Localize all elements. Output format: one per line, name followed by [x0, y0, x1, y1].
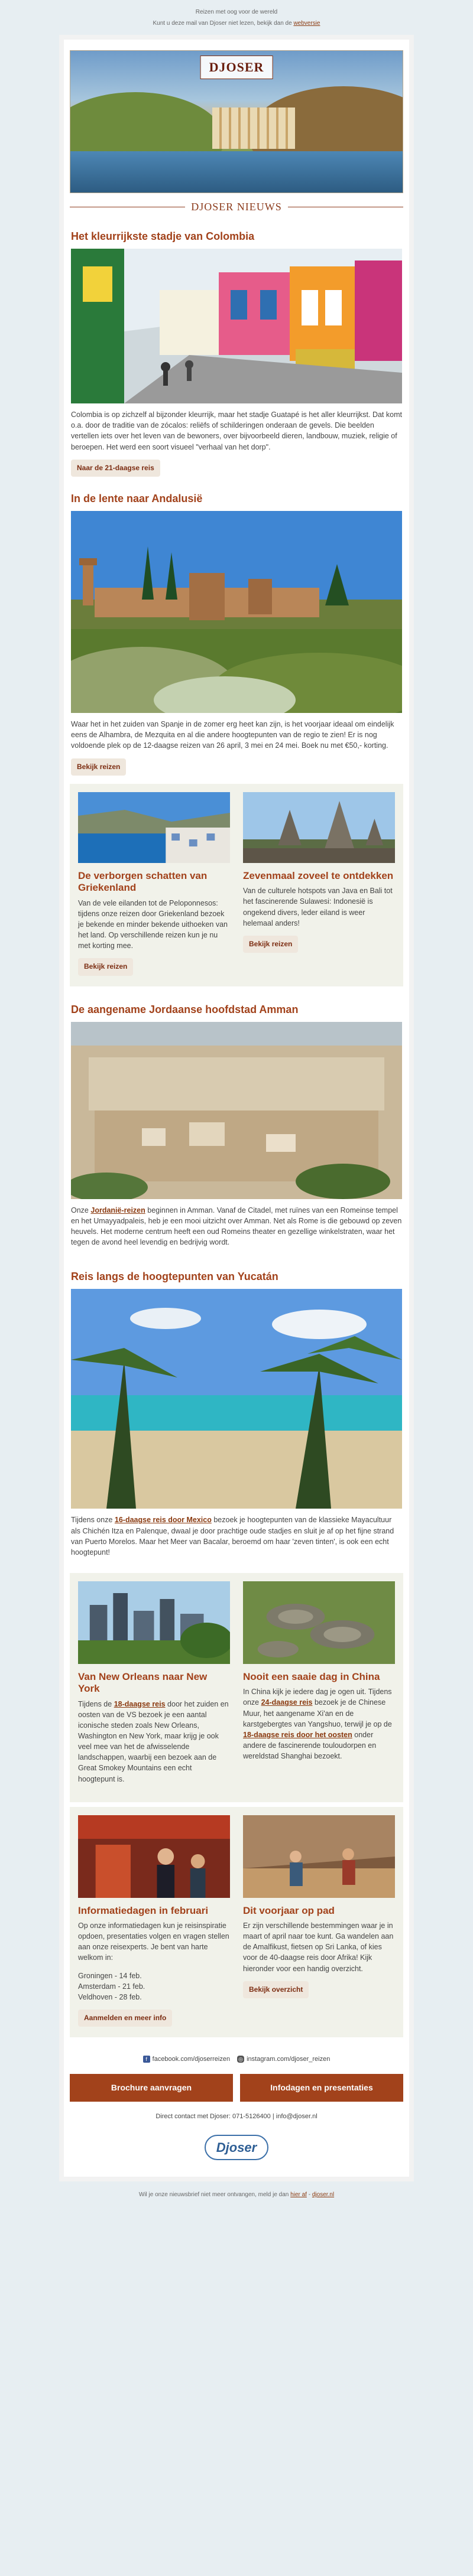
instagram-link[interactable]: ◎ instagram.com/djoser_reizen — [237, 2055, 330, 2064]
column-text: Op onze informatiedagen kun je reisinspiratie opdoen, presentaties volgen en vragen stellen aan onze reisexperts. Je bent van harte welkom in: — [78, 1922, 229, 1962]
column-text: Van de vele eilanden tot de Peloponnesos: tijdens onze reizen door Griekenland bezoek je bekende en minder bekende uithoeken van het land. Op verschillende reizen kun je nu met korting mee. — [78, 898, 228, 950]
article-text: Waar het in het zuiden van Spanje in de zomer erg heet kan zijn, is het voorjaar ideaal om eindelijk eens de Alhambra, de Mezquita en al die andere hoogtepunten van de regio te zien! Er is nog voldoende plek op de 12-daagse reizen van 26 april, 3 mei en 24 mei. Boek nu met €50,- korting. — [71, 720, 394, 750]
pair-info-spring — [70, 1807, 403, 2038]
unsubscribe-link[interactable]: hier af — [290, 2191, 307, 2199]
china-east-trip-link[interactable]: 18-daagse reis door het oosten — [243, 1730, 352, 1739]
yucatan-beach-photo — [71, 1289, 402, 1509]
borobudur-photo — [243, 792, 395, 863]
infoday-date: Groningen - 14 feb. — [78, 1971, 142, 1980]
instagram-icon: ◎ — [237, 2056, 244, 2063]
header-collage — [70, 50, 403, 193]
djoser-logo[interactable]: DJOSER — [200, 56, 273, 79]
article-yucatan — [70, 1258, 403, 1568]
article-title: Reis langs de hoogtepunten van Yucatán — [71, 1271, 278, 1283]
cta-row — [70, 2074, 403, 2101]
column-title: Zevenmaal zoveel te ontdekken — [243, 869, 394, 881]
spring-hike-photo — [243, 1815, 395, 1898]
webversion-note — [0, 17, 473, 35]
column-title: Van New Orleans naar New York — [78, 1670, 208, 1695]
webversion-link[interactable]: webversie — [293, 19, 320, 27]
contact-line: Direct contact met Djoser: 071-5126400 | info@djoser.nl — [155, 2112, 318, 2120]
article-title: Het kleurrijkste stadje van Colombia — [71, 230, 255, 243]
article-colombia — [70, 218, 403, 480]
newsletter — [59, 35, 414, 2181]
facebook-icon: f — [143, 2056, 150, 2063]
article-jordan — [70, 991, 403, 1259]
column-text: Van de culturele hotspots van Java en Bali tot het fascinerende Sulawesi: Indonesië is ongekend divers, leder eiland is weer helemaal anders! — [243, 887, 393, 927]
unsubscribe-note: Wil je onze nieuwsbrief niet meer ontvangen, meld je dan hier af - djoser.nl — [138, 2191, 335, 2199]
new-york-photo — [78, 1581, 230, 1664]
column-title: Informatiedagen in februari — [78, 1904, 209, 1916]
column-text: In China kijk je iedere dag je ogen uit. Tijdens onze 24-daagse reis bezoek je de Chinese Muur, het aangename Xi'an en de karstgebergtes van Yangshuo, terwijl je op de 18-daagse reis door het oosten onder andere de fascinerende touloudorpen en wereldstad Shanghai bezoekt. — [243, 1688, 392, 1761]
article-text: Onze Jordanië-reizen beginnen in Amman. Vanaf de Citadel, met ruïnes van een Romeinse tempel en het Umayyadpaleis, heb je een mooi uitzicht over Amman. Net als Rome is die gebouwd op zeven heuvels. Het moderne centrum heeft een oud Romeins theater en gezellige winkelstraten, waar het tegen de avond heel levendig en bedrijvig wordt. — [71, 1206, 402, 1247]
infoday-date: Amsterdam - 21 feb. — [78, 1982, 145, 1991]
infoday-dates — [78, 1971, 230, 2002]
column-title: Dit voorjaar op pad — [243, 1904, 335, 1916]
pair-usa-china — [70, 1573, 403, 1802]
alhambra-photo — [71, 511, 402, 713]
infodays-button[interactable]: Infodagen en presentaties — [240, 2074, 403, 2101]
china-24-trip-link[interactable]: 24-daagse reis — [261, 1698, 313, 1707]
infoday-photo — [78, 1815, 230, 1898]
news-title: DJOSER NIEUWS — [191, 201, 282, 213]
top-note: Reizen met oog voor de wereld — [195, 9, 278, 15]
column-infodays — [78, 1815, 230, 2027]
colombia-trip-button[interactable]: Naar de 21-daagse reis — [71, 460, 160, 477]
amman-photo — [71, 1022, 402, 1199]
column-spring — [243, 1815, 395, 2027]
article-title: De aangename Jordaanse hoofdstad Amman — [71, 1003, 299, 1015]
article-text: Colombia is op zichzelf al bijzonder kleurrijk, maar het stadje Guatapé is het aller kleurrijkst. Dat komt o.a. door de traditie van de zócalos: reliëfs of schilderingen onderaan de gevels. Die beelden vertellen iets over het leven van de bewoners, over bijvoorbeeld dieren, landbouw, muziek, religie of beroepen. Het werd een soort visueel "verhaal van het dorp". — [71, 411, 402, 451]
infoday-date: Veldhoven - 28 feb. — [78, 1992, 142, 2001]
footer-logo[interactable] — [70, 2130, 403, 2171]
andalusia-trips-button[interactable]: Bekijk reizen — [71, 758, 126, 776]
overview-button[interactable]: Bekijk overzicht — [243, 1981, 309, 1998]
brochure-button[interactable]: Brochure aanvragen — [70, 2074, 233, 2101]
site-link[interactable]: djoser.nl — [312, 2191, 335, 2199]
mexico-trip-link[interactable]: 16-daagse reis door Mexico — [114, 1516, 212, 1525]
usa-trip-link[interactable]: 18-daagse reis — [114, 1699, 166, 1708]
guatape-photo — [71, 249, 402, 403]
webversion-prefix: Kunt u deze mail van Djoser niet lezen, bekijk dan de — [153, 19, 292, 27]
china-fields-photo — [243, 1581, 395, 1664]
greece-trips-button[interactable]: Bekijk reizen — [78, 958, 133, 975]
column-indonesia — [243, 792, 395, 976]
pair-greece-indonesia — [70, 784, 403, 986]
article-text: Tijdens onze 16-daagse reis door Mexico bezoek je hoogtepunten van de klassieke Mayacultuur als Chichén Itza en Palenque, dwaal je door prachtige oude stadjes en sluit je af op het fijne strand van Puerto Morelos. Maar het Meer van Bacalar, beroemd om haar 'zeven tinten', is ook een echt hoogtepunt! — [71, 1516, 394, 1556]
column-usa — [78, 1581, 230, 1792]
column-title: Nooit een saaie dag in China — [243, 1670, 380, 1682]
social-links — [70, 2042, 403, 2070]
greece-photo — [78, 792, 230, 863]
article-andalusia — [70, 480, 403, 779]
signup-info-button[interactable]: Aanmelden en meer info — [78, 2010, 172, 2027]
phone-link[interactable]: 071-5126400 — [232, 2112, 271, 2120]
article-title: In de lente naar Andalusië — [71, 493, 203, 505]
column-title: De verborgen schatten van Griekenland — [78, 869, 208, 894]
column-greece — [78, 792, 230, 976]
column-china — [243, 1581, 395, 1792]
jordan-trips-link[interactable]: Jordanië-reizen — [90, 1206, 145, 1214]
djoser-footer-logo: Djoser — [205, 2135, 268, 2161]
column-text: Er zijn verschillende bestemmingen waar je in maart of april naar toe kunt. Ga wandelen aan de Amalfikust, fietsen op Sri Lanka, of kies voor de 40-daagse reis door Afrika! Kijk hieronder voor een handig overzicht. — [243, 1922, 394, 1973]
indonesia-trips-button[interactable]: Bekijk reizen — [243, 936, 298, 953]
facebook-link[interactable]: f facebook.com/djoserreizen — [143, 2055, 230, 2064]
column-text: Tijdens de 18-daagse reis door het zuiden en oosten van de VS bezoek je een aantal iconische steden zoals New Orleans, Washington en New York, maar krijg je ook veel mee van het de afwisselende landschappen, waarbij een bezoek aan de Great Smokey Mountains een echt hoogtepunt is. — [78, 1699, 229, 1783]
email-link[interactable]: info@djoser.nl — [276, 2112, 318, 2120]
news-banner — [70, 199, 403, 214]
